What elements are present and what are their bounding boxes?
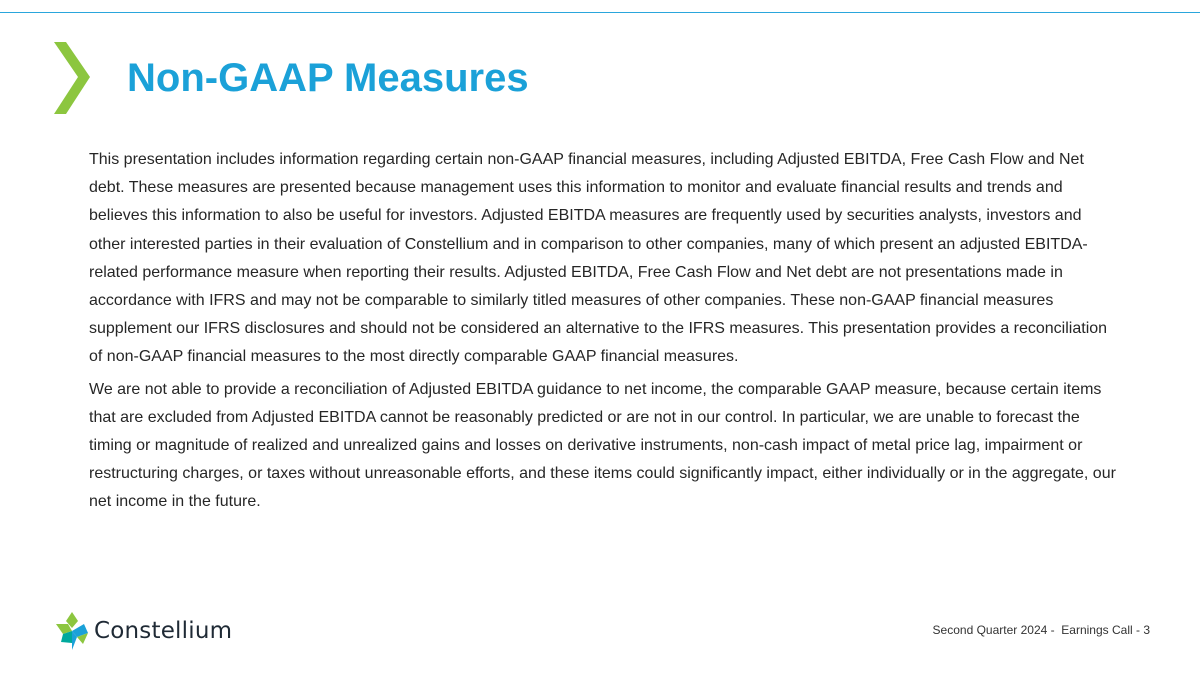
company-logo-wordmark: Constellium bbox=[94, 618, 233, 644]
chevron-right-icon bbox=[50, 40, 96, 120]
page-title: Non-GAAP Measures bbox=[127, 56, 529, 100]
footer-caption: Second Quarter 2024 - Earnings Call - 3 bbox=[932, 623, 1150, 637]
paragraph-non-gaap-overview: This presentation includes information regarding certain non-GAAP financial measures, including Adjusted EBITDA, Free Cash Flow and Net debt. These measures are presented because management uses this information to monitor and evaluate financial results and trends and believes this information to also be useful for investors. Adjusted EBITDA measures are frequently used by securities analysts, investors and other interested parties in their evaluation of Constellium and in comparison to other companies, many of which present an adjusted EBITDA-related performance measure when reporting their results. Adjusted EBITDA, Free Cash Flow and Net debt are not presentations made in accordance with IFRS and may not be comparable to similarly titled measures of other companies. These non-GAAP financial measures supplement our IFRS disclosures and should not be considered an alternative to the IFRS measures. This presentation provides a reconciliation of non-GAAP financial measures to the most directly comparable GAAP financial measures. bbox=[89, 151, 1108, 366]
body-text bbox=[89, 146, 1119, 521]
top-divider-line bbox=[0, 12, 1200, 13]
paragraph-reconciliation-note: We are not able to provide a reconciliation of Adjusted EBITDA guidance to net income, the comparable GAAP measure, because certain items that are excluded from Adjusted EBITDA cannot be reasonably predicted or are not in our control. In particular, we are unable to forecast the timing or magnitude of realized and unrealized gains and losses on derivative instruments, non-cash impact of metal price lag, impairment or restructuring charges, or taxes without unreasonable efforts, and these items could significantly impact, either individually or in the aggregate, our net income in the future. bbox=[89, 380, 1116, 511]
constellium-logo-icon bbox=[55, 612, 89, 650]
company-logo bbox=[55, 611, 232, 651]
